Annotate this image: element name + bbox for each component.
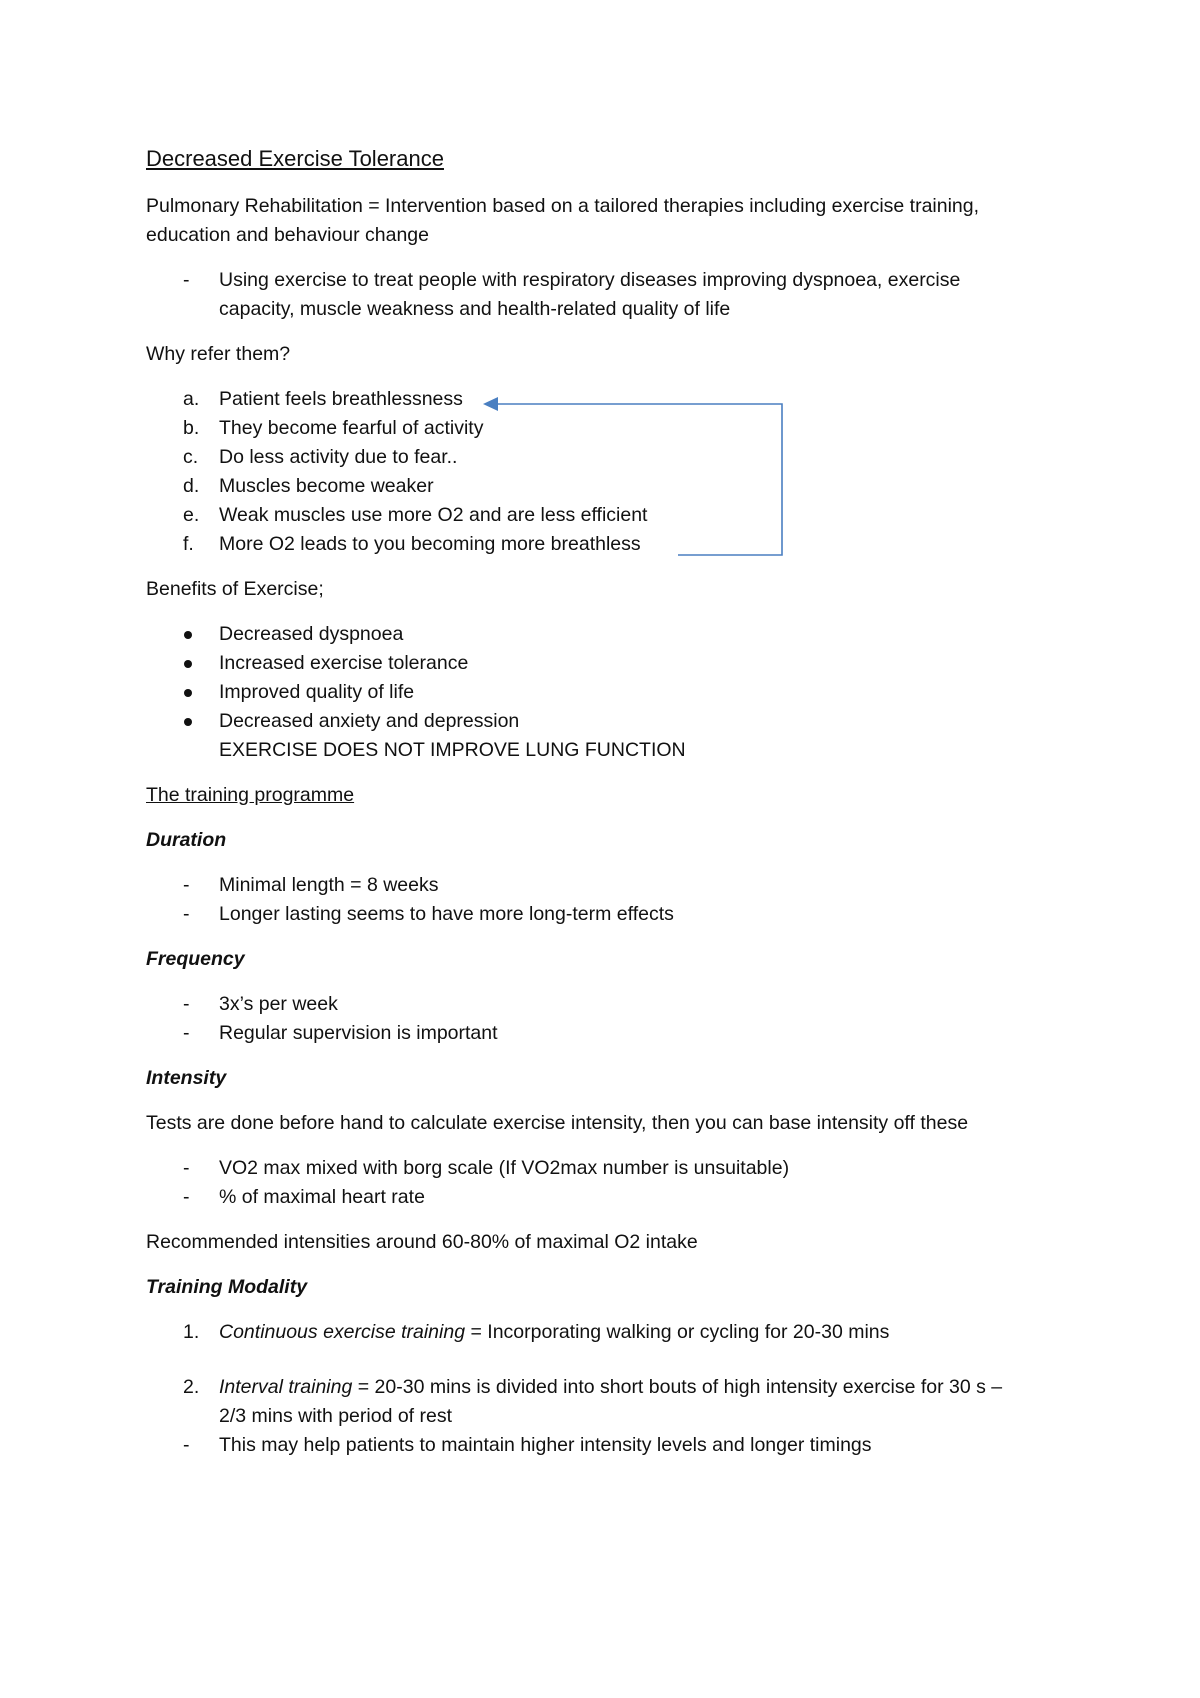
frequency-heading: Frequency [146,948,245,970]
page-title: Decreased Exercise Tolerance [146,146,444,171]
modality-2-bullet-text: This may help patients to maintain higher intensity levels and longer timings [219,1434,872,1456]
duration-item-text: Longer lasting seems to have more long-term effects [219,903,674,925]
list-item [146,266,1066,324]
dash-marker: - [183,1434,190,1456]
list-item [146,1154,1066,1183]
dash-marker: - [183,903,190,925]
list-item [146,1431,1066,1460]
modality-1-term: Continuous exercise training [219,1321,466,1343]
list-item [146,620,1066,649]
number-marker: 2. [183,1376,200,1398]
intro-bullet-list [146,266,1066,324]
list-item [146,871,1066,900]
dash-marker: - [183,993,190,1015]
list-item [146,649,1066,678]
list-item [146,1183,1066,1212]
list-spacer [146,1347,1066,1373]
frequency-list [146,990,1066,1048]
list-item [146,501,1066,530]
intro-line-1: Pulmonary Rehabilitation = Intervention based on a tailored therapies including exercise training, [146,195,980,217]
why-item-text: They become fearful of activity [219,417,484,439]
letter-marker: d. [183,475,200,497]
bullet-icon [184,660,192,668]
list-item [146,707,1066,736]
modality-2-line-2: 2/3 mins with period of rest [219,1405,453,1427]
duration-heading: Duration [146,829,227,851]
benefit-text: Improved quality of life [219,681,415,703]
list-item [146,900,1066,929]
benefits-list [146,620,1066,765]
letter-marker: c. [183,446,199,468]
list-item [146,990,1066,1019]
list-item [146,385,1066,414]
duration-list [146,871,1066,929]
frequency-item-text: 3x’s per week [219,993,338,1015]
number-marker: 1. [183,1321,200,1343]
modality-list [146,1318,1066,1460]
dash-marker: - [183,269,190,291]
bullet-icon [184,631,192,639]
list-item [146,1318,1066,1347]
letter-marker: a. [183,388,200,410]
letter-marker: e. [183,504,200,526]
dash-marker: - [183,1157,190,1179]
intensity-paragraph: Tests are done before hand to calculate exercise intensity, then you can base intensity off these [146,1112,969,1134]
list-item [146,1019,1066,1048]
why-item-text: More O2 leads to you becoming more breathless [219,533,641,555]
intensity-heading: Intensity [146,1067,227,1089]
why-item-text: Muscles become weaker [219,475,434,497]
benefits-note: EXERCISE DOES NOT IMPROVE LUNG FUNCTION [219,739,686,761]
benefit-text: Decreased dyspnoea [219,623,404,645]
why-item-text: Do less activity due to fear.. [219,446,458,468]
letter-marker: f. [183,533,194,555]
modality-2-term: Interval training [219,1376,353,1398]
intensity-item-text: VO2 max mixed with borg scale (If VO2max number is unsuitable) [219,1157,790,1179]
list-item [146,1373,1066,1431]
modality-2-text: = 20-30 mins is divided into short bouts of high intensity exercise for 30 s – [352,1376,1003,1398]
modality-heading: Training Modality [146,1276,308,1298]
dash-marker: - [183,1022,190,1044]
why-item-text: Weak muscles use more O2 and are less efficient [219,504,648,526]
dash-marker: - [183,1186,190,1208]
intensity-list [146,1154,1066,1212]
list-item [146,414,1066,443]
frequency-item-text: Regular supervision is important [219,1022,498,1044]
dash-marker: - [183,874,190,896]
list-item [146,678,1066,707]
training-heading: The training programme [146,784,355,806]
intensity-item-text: % of maximal heart rate [219,1186,425,1208]
letter-marker: b. [183,417,200,439]
list-item [146,530,1066,559]
bullet-icon [184,689,192,697]
duration-item-text: Minimal length = 8 weeks [219,874,439,896]
document-body [146,144,1066,1460]
why-heading: Why refer them? [146,343,291,365]
list-item [146,443,1066,472]
bullet-icon [184,718,192,726]
intro-paragraph [146,192,1066,250]
list-item [146,472,1066,501]
modality-1-text: = Incorporating walking or cycling for 20-30 mins [465,1321,890,1343]
intro-bullet-line-2: capacity, muscle weakness and health-related quality of life [219,298,731,320]
benefit-text: Decreased anxiety and depression [219,710,520,732]
intro-line-2: education and behaviour change [146,224,429,246]
why-item-text: Patient feels breathlessness [219,388,463,410]
intro-bullet-line-1: Using exercise to treat people with respiratory diseases improving dyspnoea, exercise [219,269,961,291]
benefits-heading: Benefits of Exercise; [146,578,324,600]
benefit-text: Increased exercise tolerance [219,652,469,674]
why-list [146,385,1066,559]
recommended-paragraph: Recommended intensities around 60-80% of maximal O2 intake [146,1231,698,1253]
